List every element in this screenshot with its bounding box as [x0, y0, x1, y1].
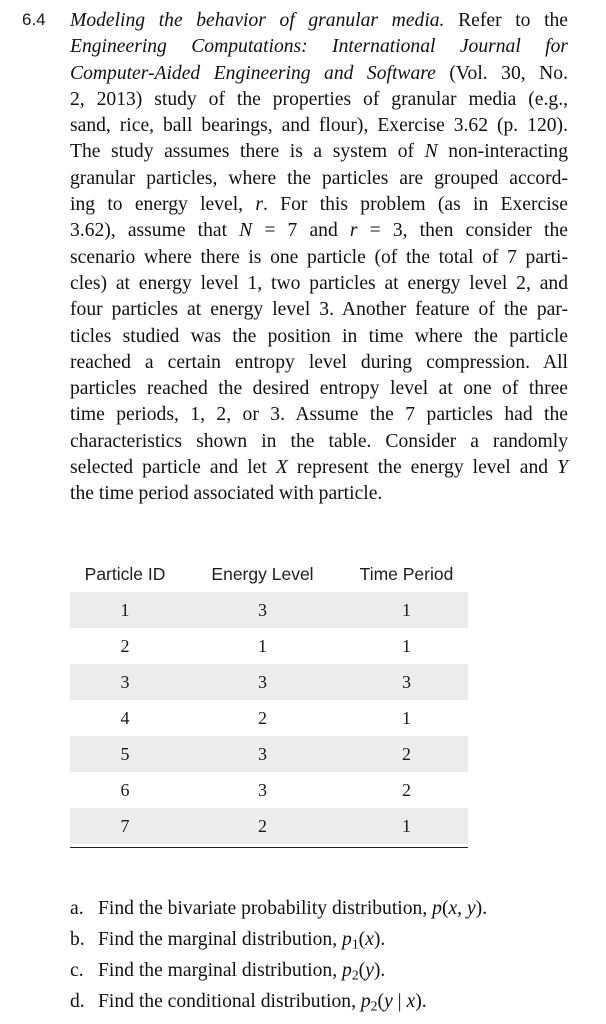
- text-run: The study assumes there is a system of: [70, 141, 425, 163]
- question-text: [98, 897, 487, 928]
- problem-number: 6.4: [22, 10, 46, 29]
- text-run: r: [349, 220, 358, 242]
- text-run: 2: [370, 998, 378, 1014]
- question-item: [70, 897, 570, 928]
- text-line: [70, 218, 568, 244]
- text-run: time periods, 1, 2, or 3. Assume the 7 particles had the: [70, 404, 568, 426]
- text-run: x: [406, 991, 416, 1012]
- text-run: ticles studied was the position in time where the particle: [70, 325, 568, 347]
- text-run: granular particles, where the particles are grouped accord-: [70, 167, 568, 189]
- table-cell: 2: [402, 779, 411, 800]
- text-run: cles) at energy level 1, two particles at energy level 2, and: [70, 272, 568, 294]
- table-row: [70, 592, 468, 628]
- text-run: ing to energy level,: [70, 194, 256, 216]
- text-line: [70, 87, 568, 113]
- text-line: [70, 297, 568, 323]
- text-run: 2: [351, 967, 359, 983]
- text-run: (: [358, 929, 366, 950]
- text-line: [70, 113, 568, 139]
- text-run: ,: [457, 898, 467, 919]
- text-run: 3.62), assume that: [70, 220, 240, 242]
- text-run: reached a certain entropy level during compression. All: [70, 351, 568, 373]
- problem-text: [70, 8, 568, 508]
- text-run: represent the energy level and: [287, 457, 558, 479]
- table-cell: 1: [120, 599, 130, 620]
- text-run: (Vol. 30, No.: [435, 62, 568, 84]
- text-run: = 7 and: [252, 220, 350, 242]
- table-row: [70, 736, 468, 772]
- question-label: b.: [70, 929, 85, 950]
- text-run: characteristics shown in the table. Consider a randomly: [70, 430, 568, 452]
- text-run: Engineering Computations: International Journal for: [70, 36, 568, 58]
- table-row: [70, 772, 468, 808]
- text-run: p: [360, 991, 371, 1012]
- table-bottom-rule: [70, 847, 468, 848]
- text-run: selected particle and let: [70, 457, 276, 479]
- text-run: = 3, then consider the: [357, 220, 568, 242]
- particle-table: [70, 556, 468, 848]
- question-text: [98, 990, 427, 1021]
- table-cell: 1: [402, 707, 411, 728]
- text-run: non-interacting: [437, 141, 568, 163]
- text-run: Refer to the: [444, 10, 569, 31]
- text-run: Find the marginal distribution,: [98, 929, 343, 950]
- header-energy-level: Energy Level: [211, 563, 314, 584]
- text-run: r: [255, 194, 263, 216]
- text-line: [70, 61, 568, 87]
- table-row: [70, 664, 468, 700]
- table-cell: 2: [120, 635, 130, 656]
- text-run: Computer-Aided Engineering and Software: [70, 62, 436, 84]
- table-cell: 3: [258, 671, 267, 692]
- text-line: [70, 192, 568, 218]
- text-run: |: [392, 991, 407, 1012]
- question-text: [98, 928, 385, 959]
- text-run: y: [384, 991, 393, 1012]
- table-body: [70, 592, 468, 844]
- text-run: Y: [557, 457, 569, 479]
- text-line: [70, 481, 568, 507]
- text-run: N: [424, 141, 438, 163]
- text-line: [70, 455, 568, 481]
- header-time-period: Time Period: [359, 563, 454, 584]
- header-particle-id: Particle ID: [84, 563, 166, 584]
- table-header: [70, 556, 468, 592]
- text-run: particles reached the desired entropy level at one of three: [70, 378, 568, 400]
- table-cell: 3: [258, 599, 267, 620]
- text-line: [70, 34, 568, 60]
- text-line: [70, 376, 568, 402]
- table-cell: 7: [120, 815, 130, 836]
- text-run: x: [365, 929, 374, 950]
- table-cell: 6: [120, 779, 130, 800]
- question-text: [98, 959, 385, 990]
- table-cell: 4: [120, 707, 130, 728]
- table-cell: 3: [258, 779, 267, 800]
- text-line: [70, 271, 568, 297]
- text-run: (: [441, 898, 449, 919]
- text-run: ).: [415, 991, 427, 1012]
- text-line: [70, 245, 568, 271]
- text-line: [70, 402, 568, 428]
- text-line: [70, 429, 568, 455]
- table-row: [70, 700, 468, 736]
- text-run: . For this problem (as in Exercise: [263, 194, 568, 216]
- table-cell: 1: [402, 599, 411, 620]
- question-item: [70, 990, 570, 1021]
- text-run: scenario where there is one particle (of the total of 7 parti-: [70, 246, 568, 268]
- table-cell: 3: [402, 671, 411, 692]
- table-cell: 2: [258, 707, 267, 728]
- text-line: [70, 166, 568, 192]
- text-run: (: [377, 991, 385, 1012]
- table-cell: 5: [120, 743, 130, 764]
- text-run: Modeling the behavior of granular media.: [70, 10, 445, 31]
- question-label: a.: [70, 898, 84, 919]
- question-label: d.: [70, 991, 85, 1012]
- text-run: X: [275, 457, 288, 479]
- text-line: [70, 8, 568, 34]
- text-run: (: [358, 960, 366, 981]
- text-run: sand, rice, ball bearings, and flour), Exercise 3.62 (p. 120).: [70, 115, 568, 137]
- question-item: [70, 959, 570, 990]
- table-cell: 2: [258, 815, 267, 836]
- table-cell: 3: [120, 671, 130, 692]
- text-run: y: [466, 898, 476, 919]
- text-run: ).: [373, 960, 386, 981]
- text-run: Find the marginal distribution,: [98, 960, 343, 981]
- table-cell: 1: [258, 635, 267, 656]
- text-run: x: [448, 898, 458, 919]
- table-cell: 2: [402, 743, 411, 764]
- text-run: p: [342, 960, 352, 981]
- text-run: y: [365, 960, 374, 981]
- question-list: [70, 897, 570, 1021]
- text-run: ).: [475, 898, 488, 919]
- text-line: [70, 324, 568, 350]
- text-run: the time period associated with particle.: [70, 483, 383, 505]
- text-line: [70, 350, 568, 376]
- text-run: Find the conditional distribution,: [98, 991, 361, 1012]
- text-run: 1: [351, 936, 359, 952]
- table-row: [70, 628, 468, 664]
- table-cell: 3: [258, 743, 267, 764]
- table-cell: 1: [402, 635, 411, 656]
- text-run: ).: [373, 929, 386, 950]
- text-run: p: [432, 898, 442, 919]
- text-run: Find the bivariate probability distribution,: [98, 898, 433, 919]
- text-run: 2, 2013) study of the properties of granular media (e.g.,: [70, 88, 568, 110]
- text-line: [70, 139, 568, 165]
- question-item: [70, 928, 570, 959]
- text-run: p: [342, 929, 352, 950]
- table-row: [70, 808, 468, 844]
- text-run: four particles at energy level 3. Another feature of the par-: [70, 299, 568, 321]
- table-cell: 1: [402, 815, 411, 836]
- question-label: c.: [70, 960, 84, 981]
- text-run: N: [239, 220, 253, 242]
